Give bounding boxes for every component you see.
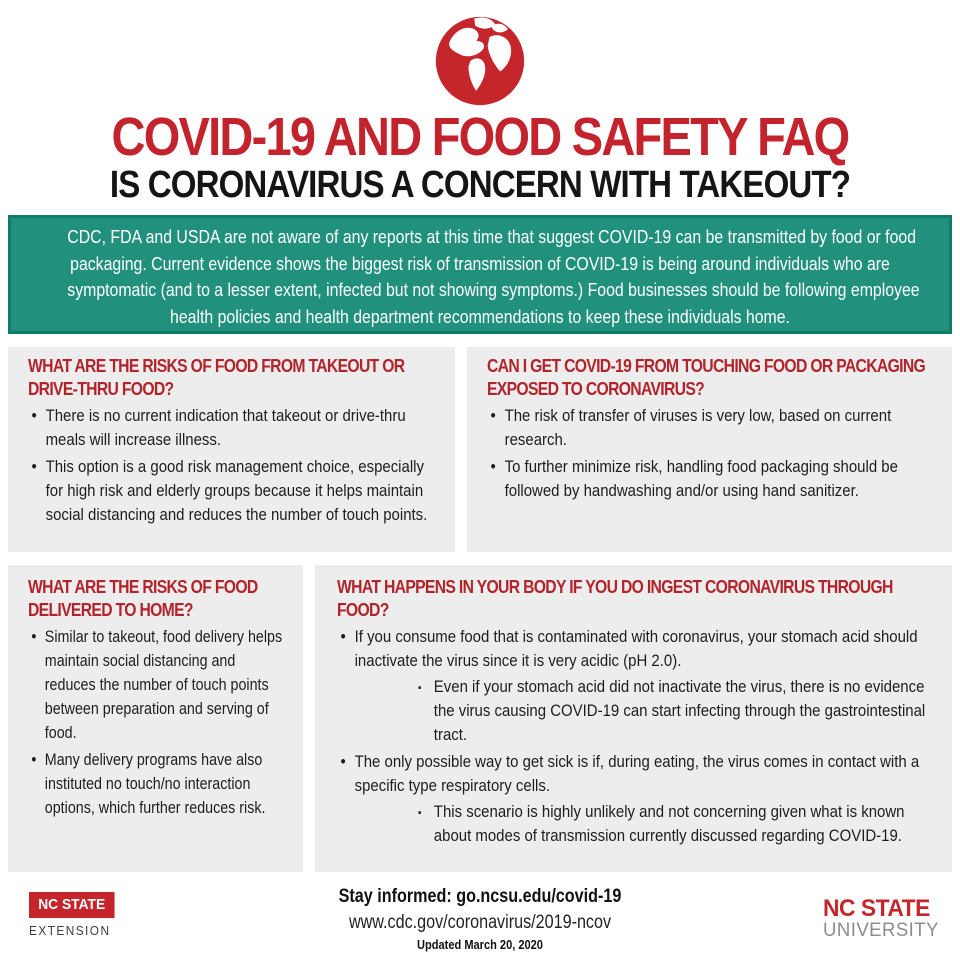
banner-line: health policies and health department recommendations to keep these individuals home.	[170, 306, 790, 327]
faq-bullet-text: If you consume food that is contaminated with coronavirus, your stomach acid should inactivate the virus since it is very acidic (pH 2.0).	[354, 627, 918, 670]
ncstate-university-logo	[823, 897, 945, 941]
faq-bullet-list	[28, 625, 284, 820]
faq-bullet-list	[337, 625, 936, 848]
faq-bullet-list	[28, 404, 439, 527]
faq-question: WHAT HAPPENS IN YOUR BODY IF YOU DO INGEST CORONAVIRUS THROUGH FOOD?	[337, 576, 893, 620]
banner-line: packaging. Current evidence shows the biggest risk of transmission of COVID-19 is being around individuals who are	[70, 253, 890, 274]
faq-box-takeout	[8, 347, 455, 552]
banner-line: symptomatic (and to a lesser extent, infected but not showing symptoms.) Food businesses should be following employee	[67, 280, 920, 300]
faq-bullet: • This option is a good risk management choice, especially for high risk and elderly groups because it helps maintain social distancing and reduces the number of touch points.	[28, 455, 439, 527]
faq-sub-bullet-list	[355, 675, 937, 747]
page-title: COVID-19 AND FOOD SAFETY FAQ	[111, 107, 849, 167]
faq-bullet: • Many delivery programs have also instituted no touch/no interaction options, which further reduces risk.	[28, 748, 284, 820]
faq-sub-bullet: ▪ This scenario is highly unlikely and not concerning given what is known about modes of transmission currently discussed regarding COVID-19.	[418, 800, 936, 848]
faq-bullet: • There is no current indication that takeout or drive-thru meals will increase illness.	[28, 404, 439, 452]
faq-question: WHAT ARE THE RISKS OF FOOD DELIVERED TO HOME?	[28, 576, 258, 620]
advisory-banner	[8, 215, 952, 334]
university-label: UNIVERSITY	[823, 919, 939, 941]
faq-sub-bullet-list	[355, 800, 937, 848]
faq-bullet: • The risk of transfer of viruses is very low, based on current research.	[487, 404, 936, 452]
faq-question: CAN I GET COVID-19 FROM TOUCHING FOOD OR PACKAGING EXPOSED TO CORONAVIRUS?	[487, 355, 926, 399]
banner-line: CDC, FDA and USDA are not aware of any reports at this time that suggest COVID-19 can be transmitted by food or food	[67, 227, 917, 247]
footer-links	[0, 883, 960, 954]
faq-question: WHAT ARE THE RISKS OF FOOD FROM TAKEOUT OR DRIVE-THRU FOOD?	[28, 355, 405, 399]
ncstate-wordmark: NC STATE	[823, 895, 930, 922]
page-subtitle: IS CORONAVIRUS A CONCERN WITH TAKEOUT?	[109, 164, 851, 206]
globe-icon	[432, 13, 528, 109]
faq-bullet: • To further minimize risk, handling food packaging should be followed by handwashing and/or using hand sanitizer.	[487, 455, 936, 503]
faq-sub-bullet: ▪ Even if your stomach acid did not inactivate the virus, there is no evidence the virus causing COVID-19 can start infecting through the gastrointestinal tract.	[418, 675, 936, 747]
cdc-url-link: www.cdc.gov/coronavirus/2019-ncov	[348, 912, 612, 933]
faq-bullet	[337, 750, 936, 848]
faq-box-packaging	[467, 347, 952, 552]
faq-bullet-text: The only possible way to get sick is if, during eating, the virus comes in contact with a specific type respiratory cells.	[354, 752, 920, 795]
ncstate-extension-wordmark: NC STATE	[29, 892, 114, 918]
faq-box-delivery	[8, 565, 303, 872]
updated-date: Updated March 20, 2020	[417, 937, 543, 952]
extension-label: EXTENSION	[29, 924, 111, 938]
faq-bullet	[337, 625, 936, 747]
faq-box-ingestion	[315, 565, 952, 872]
faq-bullet-list	[487, 404, 936, 503]
faq-bullet: • Similar to takeout, food delivery helps maintain social distancing and reduces the number of touch points between preparation and serving of food.	[28, 625, 284, 745]
stay-informed-link: Stay informed: go.ncsu.edu/covid-19	[338, 886, 622, 907]
